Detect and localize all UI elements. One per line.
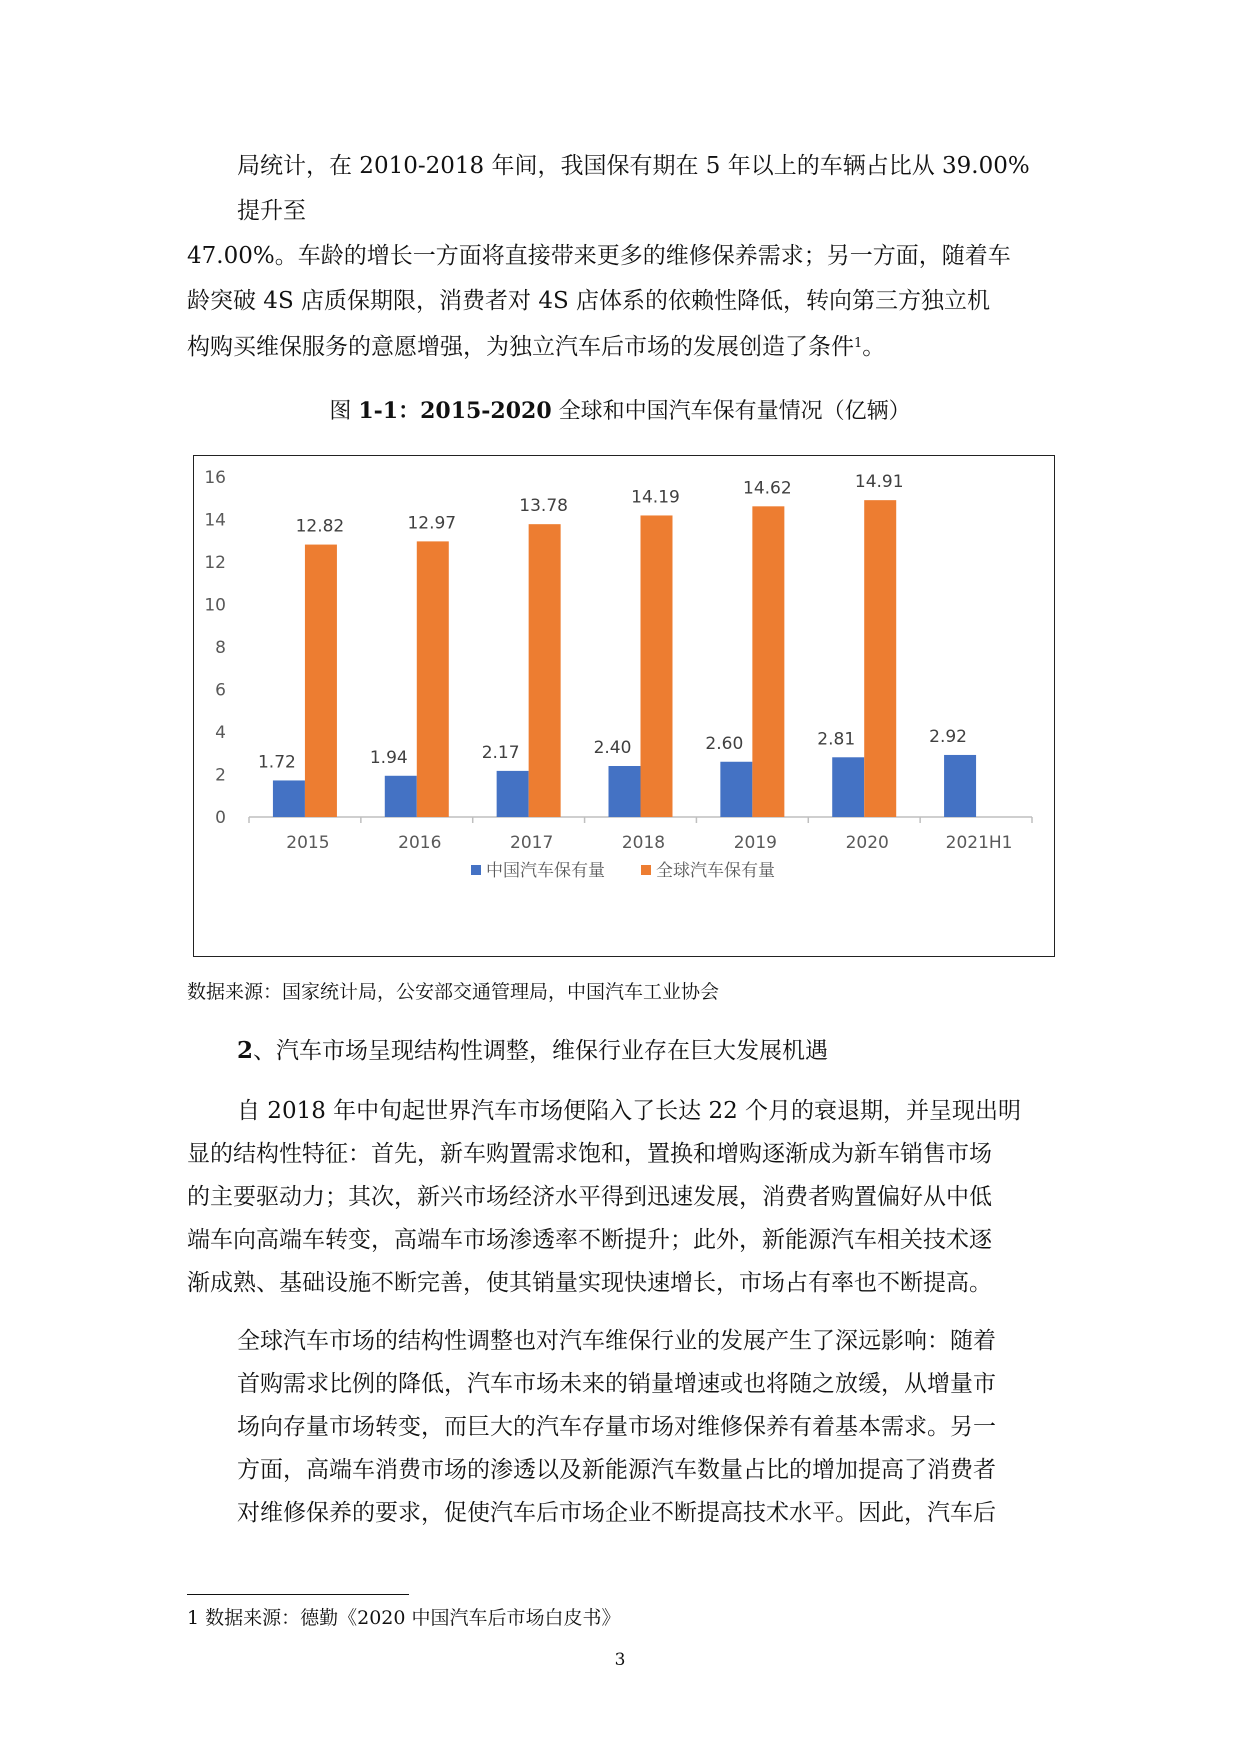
y-tick-label: 8 — [215, 638, 226, 658]
section-2-number: 2 — [237, 1037, 254, 1064]
footnote-divider — [187, 1594, 409, 1595]
x-tick-label: 2018 — [621, 833, 666, 853]
y-tick-label: 2 — [215, 765, 226, 786]
paragraph1-line-5-text: 构购买维保服务的意愿增强，为独立汽车后市场的发展创造了条件 — [187, 334, 854, 360]
x-tick-label: 2019 — [733, 833, 777, 853]
data-label: 14.91 — [854, 472, 904, 493]
y-tick-label: 10 — [204, 595, 226, 616]
paragraph3-line-4: 方面，高端车消费市场的渗透以及新能源汽车数量占比的增加提高了消费者 — [237, 1457, 996, 1483]
data-label: 12.97 — [407, 513, 457, 534]
x-tick-label: 2017 — [510, 833, 554, 853]
data-label: 2.40 — [593, 738, 632, 758]
paragraph2-line-3: 的主要驱动力；其次，新兴市场经济水平得到迅速发展，消费者购置偏好从中低 — [187, 1184, 992, 1210]
legend-swatch-china — [471, 865, 481, 875]
paragraph1-end-punct: 。 — [862, 334, 886, 360]
bar-china — [720, 762, 752, 817]
figure-caption — [0, 396, 1240, 427]
data-label: 2.60 — [705, 733, 744, 754]
paragraph2-line-5: 渐成熟、基础设施不断完善，使其销量实现快速增长，市场占有率也不断提高。 — [187, 1270, 992, 1296]
paragraph3-line-3: 场向存量市场转变，而巨大的汽车存量市场对维修保养有着基本需求。另一 — [237, 1414, 996, 1440]
paragraph3-line-1: 全球汽车市场的结构性调整也对汽车维保行业的发展产生了深远影响：随着 — [237, 1328, 996, 1354]
paragraph2-line-4: 端车向高端车转变，高端车市场渗透率不断提升；此外，新能源汽车相关技术逐 — [187, 1227, 992, 1253]
data-label: 1.72 — [257, 752, 296, 773]
x-tick-label: 2016 — [398, 833, 442, 853]
paragraph1-line-1: 局统计，在 2010-2018 年间，我国保有期在 5 年以上的车辆占比从 39.00% — [237, 153, 1030, 179]
bar-chart — [194, 456, 1053, 955]
bar-china — [609, 766, 641, 817]
bar-global — [417, 541, 449, 817]
x-tick-label: 2021H1 — [945, 833, 1013, 853]
data-label: 14.62 — [743, 478, 792, 499]
y-tick-label: 14 — [204, 510, 226, 531]
data-label: 13.78 — [519, 496, 568, 517]
footnote-reference[interactable]: 1 — [854, 336, 863, 351]
paragraph1-line-4: 龄突破 4S 店质保期限，消费者对 4S 店体系的依赖性降低，转向第三方独立机 — [187, 288, 991, 314]
y-tick-label: 12 — [204, 553, 226, 573]
legend-label: 中国汽车保有量 — [486, 861, 605, 881]
data-label: 1.94 — [369, 747, 408, 768]
data-label: 2.81 — [817, 729, 856, 750]
x-tick-label: 2015 — [286, 833, 330, 853]
data-label: 2.17 — [481, 742, 520, 763]
bar-global — [305, 545, 337, 817]
data-label: 14.19 — [631, 487, 680, 508]
bar-china — [273, 780, 305, 817]
figure-number: 1-1：2015-2020 — [358, 398, 552, 424]
paragraph1-line-3: 47.00%。车龄的增长一方面将直接带来更多的维修保养需求；另一方面，随着车 — [187, 243, 1011, 269]
bar-global — [864, 500, 896, 817]
footnote — [187, 1604, 621, 1632]
y-tick-label: 4 — [215, 723, 226, 743]
bar-china — [385, 776, 417, 817]
legend-label: 全球汽车保有量 — [656, 861, 775, 881]
section-2-title: 、汽车市场呈现结构性调整，维保行业存在巨大发展机遇 — [253, 1038, 829, 1064]
paragraph3-line-2: 首购需求比例的降低，汽车市场未来的销量增速或也将随之放缓，从增量市 — [237, 1371, 996, 1397]
paragraph2-line-2: 显的结构性特征：首先，新车购置需求饱和，置换和增购逐渐成为新车销售市场 — [187, 1141, 992, 1167]
x-tick-label: 2020 — [845, 833, 889, 853]
bar-global — [529, 524, 561, 817]
figure-title: 全球和中国汽车保有量情况（亿辆） — [551, 399, 911, 424]
legend-swatch-global — [641, 865, 651, 875]
figure-prefix: 图 — [329, 399, 359, 424]
paragraph1-line-5 — [187, 332, 885, 362]
paragraph1-line-2: 提升至 — [237, 198, 306, 224]
chart-source-note: 数据来源：国家统计局，公安部交通管理局，中国汽车工业协会 — [187, 981, 720, 1003]
bar-global — [641, 515, 673, 817]
footnote-text: 数据来源：德勤《2020 中国汽车后市场白皮书》 — [199, 1607, 621, 1629]
bar-china — [944, 755, 976, 817]
y-tick-label: 6 — [215, 680, 226, 701]
y-tick-label: 0 — [215, 808, 226, 828]
page-number: 3 — [614, 1650, 626, 1670]
chart-container — [193, 455, 1055, 957]
paragraph3-line-5: 对维修保养的要求，促使汽车后市场企业不断提高技术水平。因此，汽车后 — [237, 1500, 996, 1526]
bar-china — [832, 757, 864, 817]
bar-china — [497, 771, 529, 817]
footnote-number: 1 — [187, 1607, 200, 1629]
y-tick-label: 16 — [204, 468, 226, 488]
paragraph2-line-1: 自 2018 年中旬起世界汽车市场便陷入了长达 22 个月的衰退期，并呈现出明 — [237, 1098, 1022, 1124]
data-label: 2.92 — [929, 726, 968, 747]
section-2-heading — [237, 1036, 828, 1066]
bar-global — [752, 506, 784, 817]
data-label: 12.82 — [295, 516, 345, 537]
